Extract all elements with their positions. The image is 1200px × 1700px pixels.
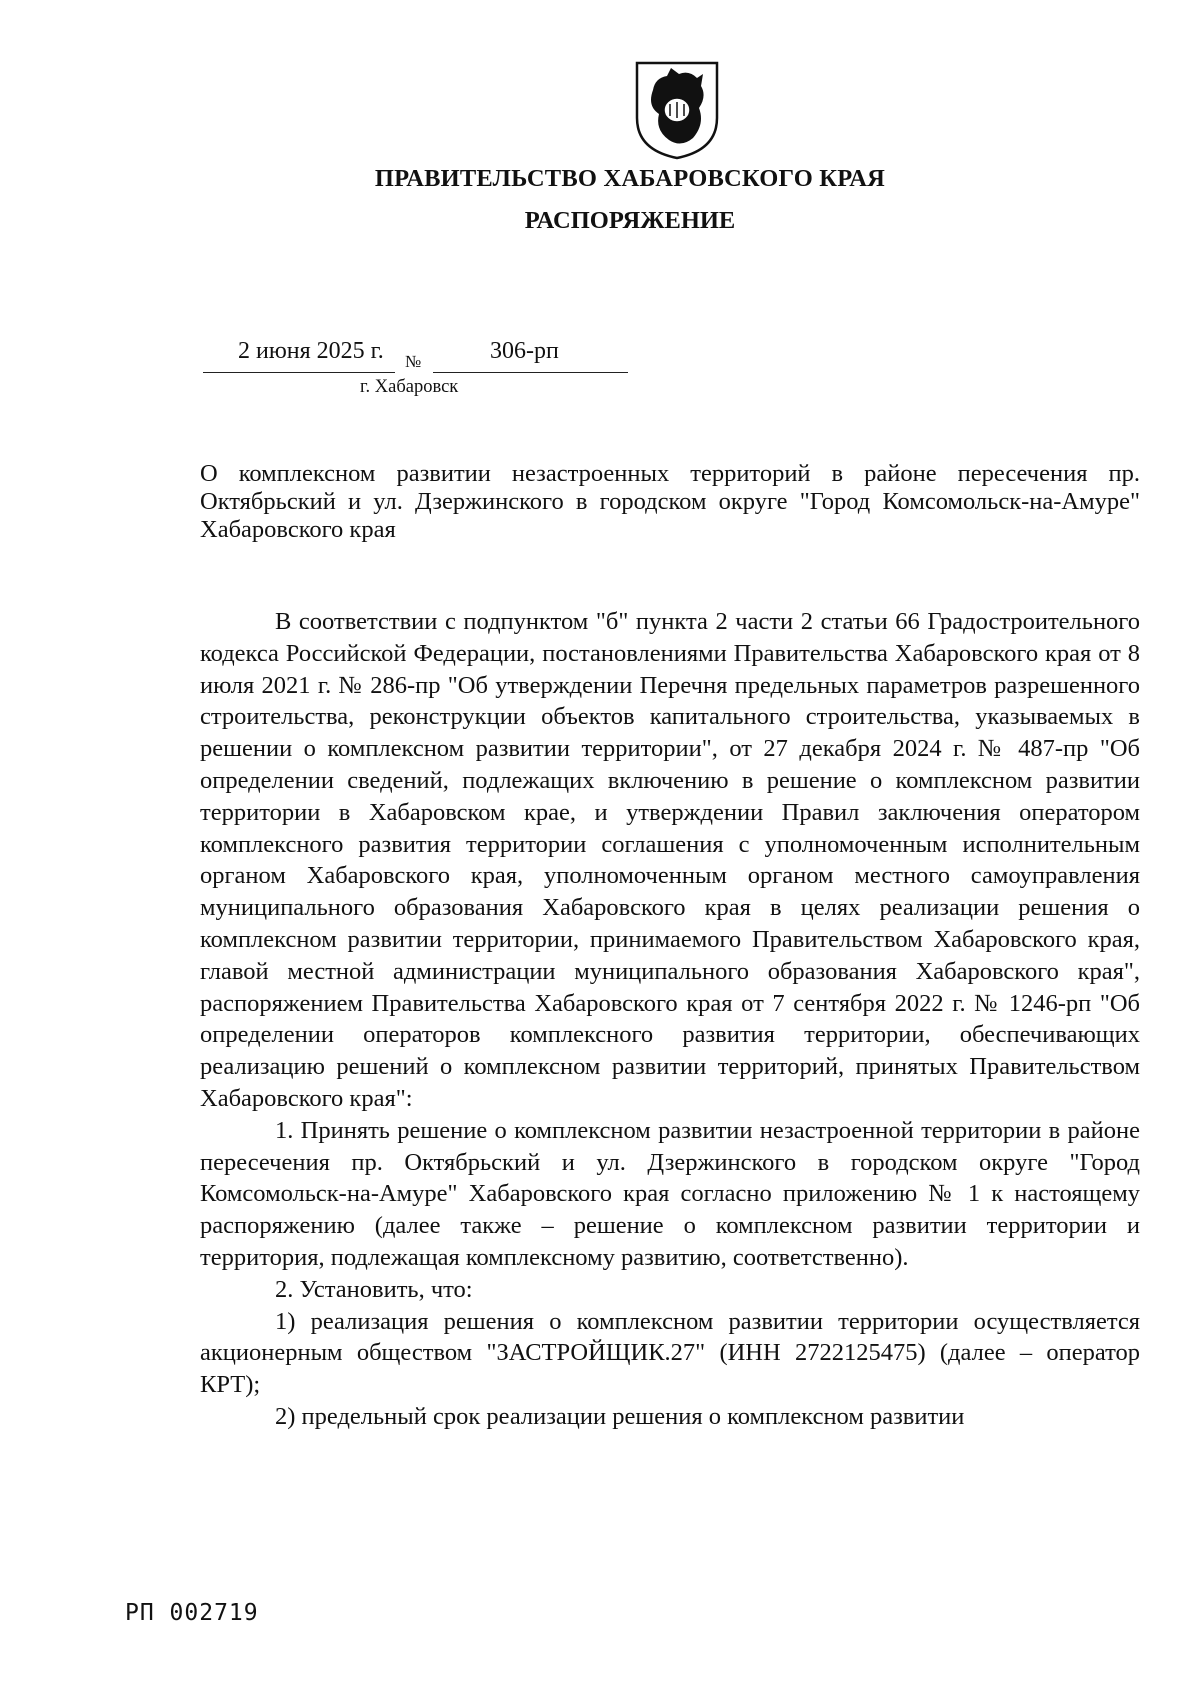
document-date: 2 июня 2025 г. <box>238 338 384 364</box>
preamble-paragraph: В соответствии с подпунктом "б" пункта 2 части 2 статьи 66 Градостроительного кодекса Российской Федерации, постановлениями Правительства Хабаровского края от 8 июля 2021 г. № 286-пр "Об утверждении Перечня предельных параметров разрешенного строительства, реконструкции объектов капитального строительства, указываемых в решении о комплексном развитии территории", от 27 декабря 2024 г. № 487-пр "Об определении сведений, подлежащих включению в решение о комплексном развитии территории в Хабаровском крае, и утверждении Правил заключения оператором комплексного развития территории соглашения с уполномоченным исполнительным органом Хабаровского края, уполномоченным органом местного самоуправления муниципального образования Хабаровского края в целях реализации решения о комплексном развитии территории, принимаемого Правительством Хабаровского края, главой местной администрации муниципального образования Хабаровского края", распоряжением Правительства Хабаровского края от 7 сентября 2022 г. № 1246-рп "Об определении операторов комплексного развития территории, обеспечивающих реализацию решений о комплексном развитии территорий, принятых Правительством Хабаровского края": <box>200 608 1140 1112</box>
document-number: 306-рп <box>490 338 559 364</box>
item-1-paragraph: 1. Принять решение о комплексном развитии незастроенной территории в районе пересечения пр. Октябрьский и ул. Дзержинского в городском округе "Город Комсомольск-на-Амуре" Хабаровского края согласно приложению № 1 к настоящему распоряжению (далее также – решение о комплексном развитии территории и территория, подлежащая комплексному развитию, соответственно). <box>200 1116 1140 1271</box>
subject-text: О комплексном развитии незастроенных территорий в районе пересечения пр. Октябрьский и ул. Дзержинского в городском округе "Город Комсомольск-на-Амуре" Хабаровского края <box>200 460 1140 543</box>
number-sign: № <box>405 352 422 371</box>
document-type: РАСПОРЯЖЕНИЕ <box>524 207 736 234</box>
document-subject <box>200 460 1140 544</box>
organization-title: ПРАВИТЕЛЬСТВО ХАБАРОВСКОГО КРАЯ <box>374 165 886 192</box>
date-underline <box>203 372 395 373</box>
coat-of-arms-emblem <box>633 60 721 160</box>
footer-registration-code: РП 002719 <box>125 1600 259 1626</box>
item-2-2-paragraph: 2) предельный срок реализации решения о комплексном развитии <box>275 1402 965 1430</box>
number-underline <box>433 372 628 373</box>
document-city: г. Хабаровск <box>360 377 459 397</box>
item-2-1-paragraph: 1) реализация решения о комплексном развитии территории осуществляется акционерным обществом "ЗАСТРОЙЩИК.27" (ИНН 2722125475) (далее – оператор КРТ); <box>200 1307 1140 1399</box>
item-2-paragraph: 2. Установить, что: <box>275 1275 473 1303</box>
document-body <box>200 606 1140 1433</box>
